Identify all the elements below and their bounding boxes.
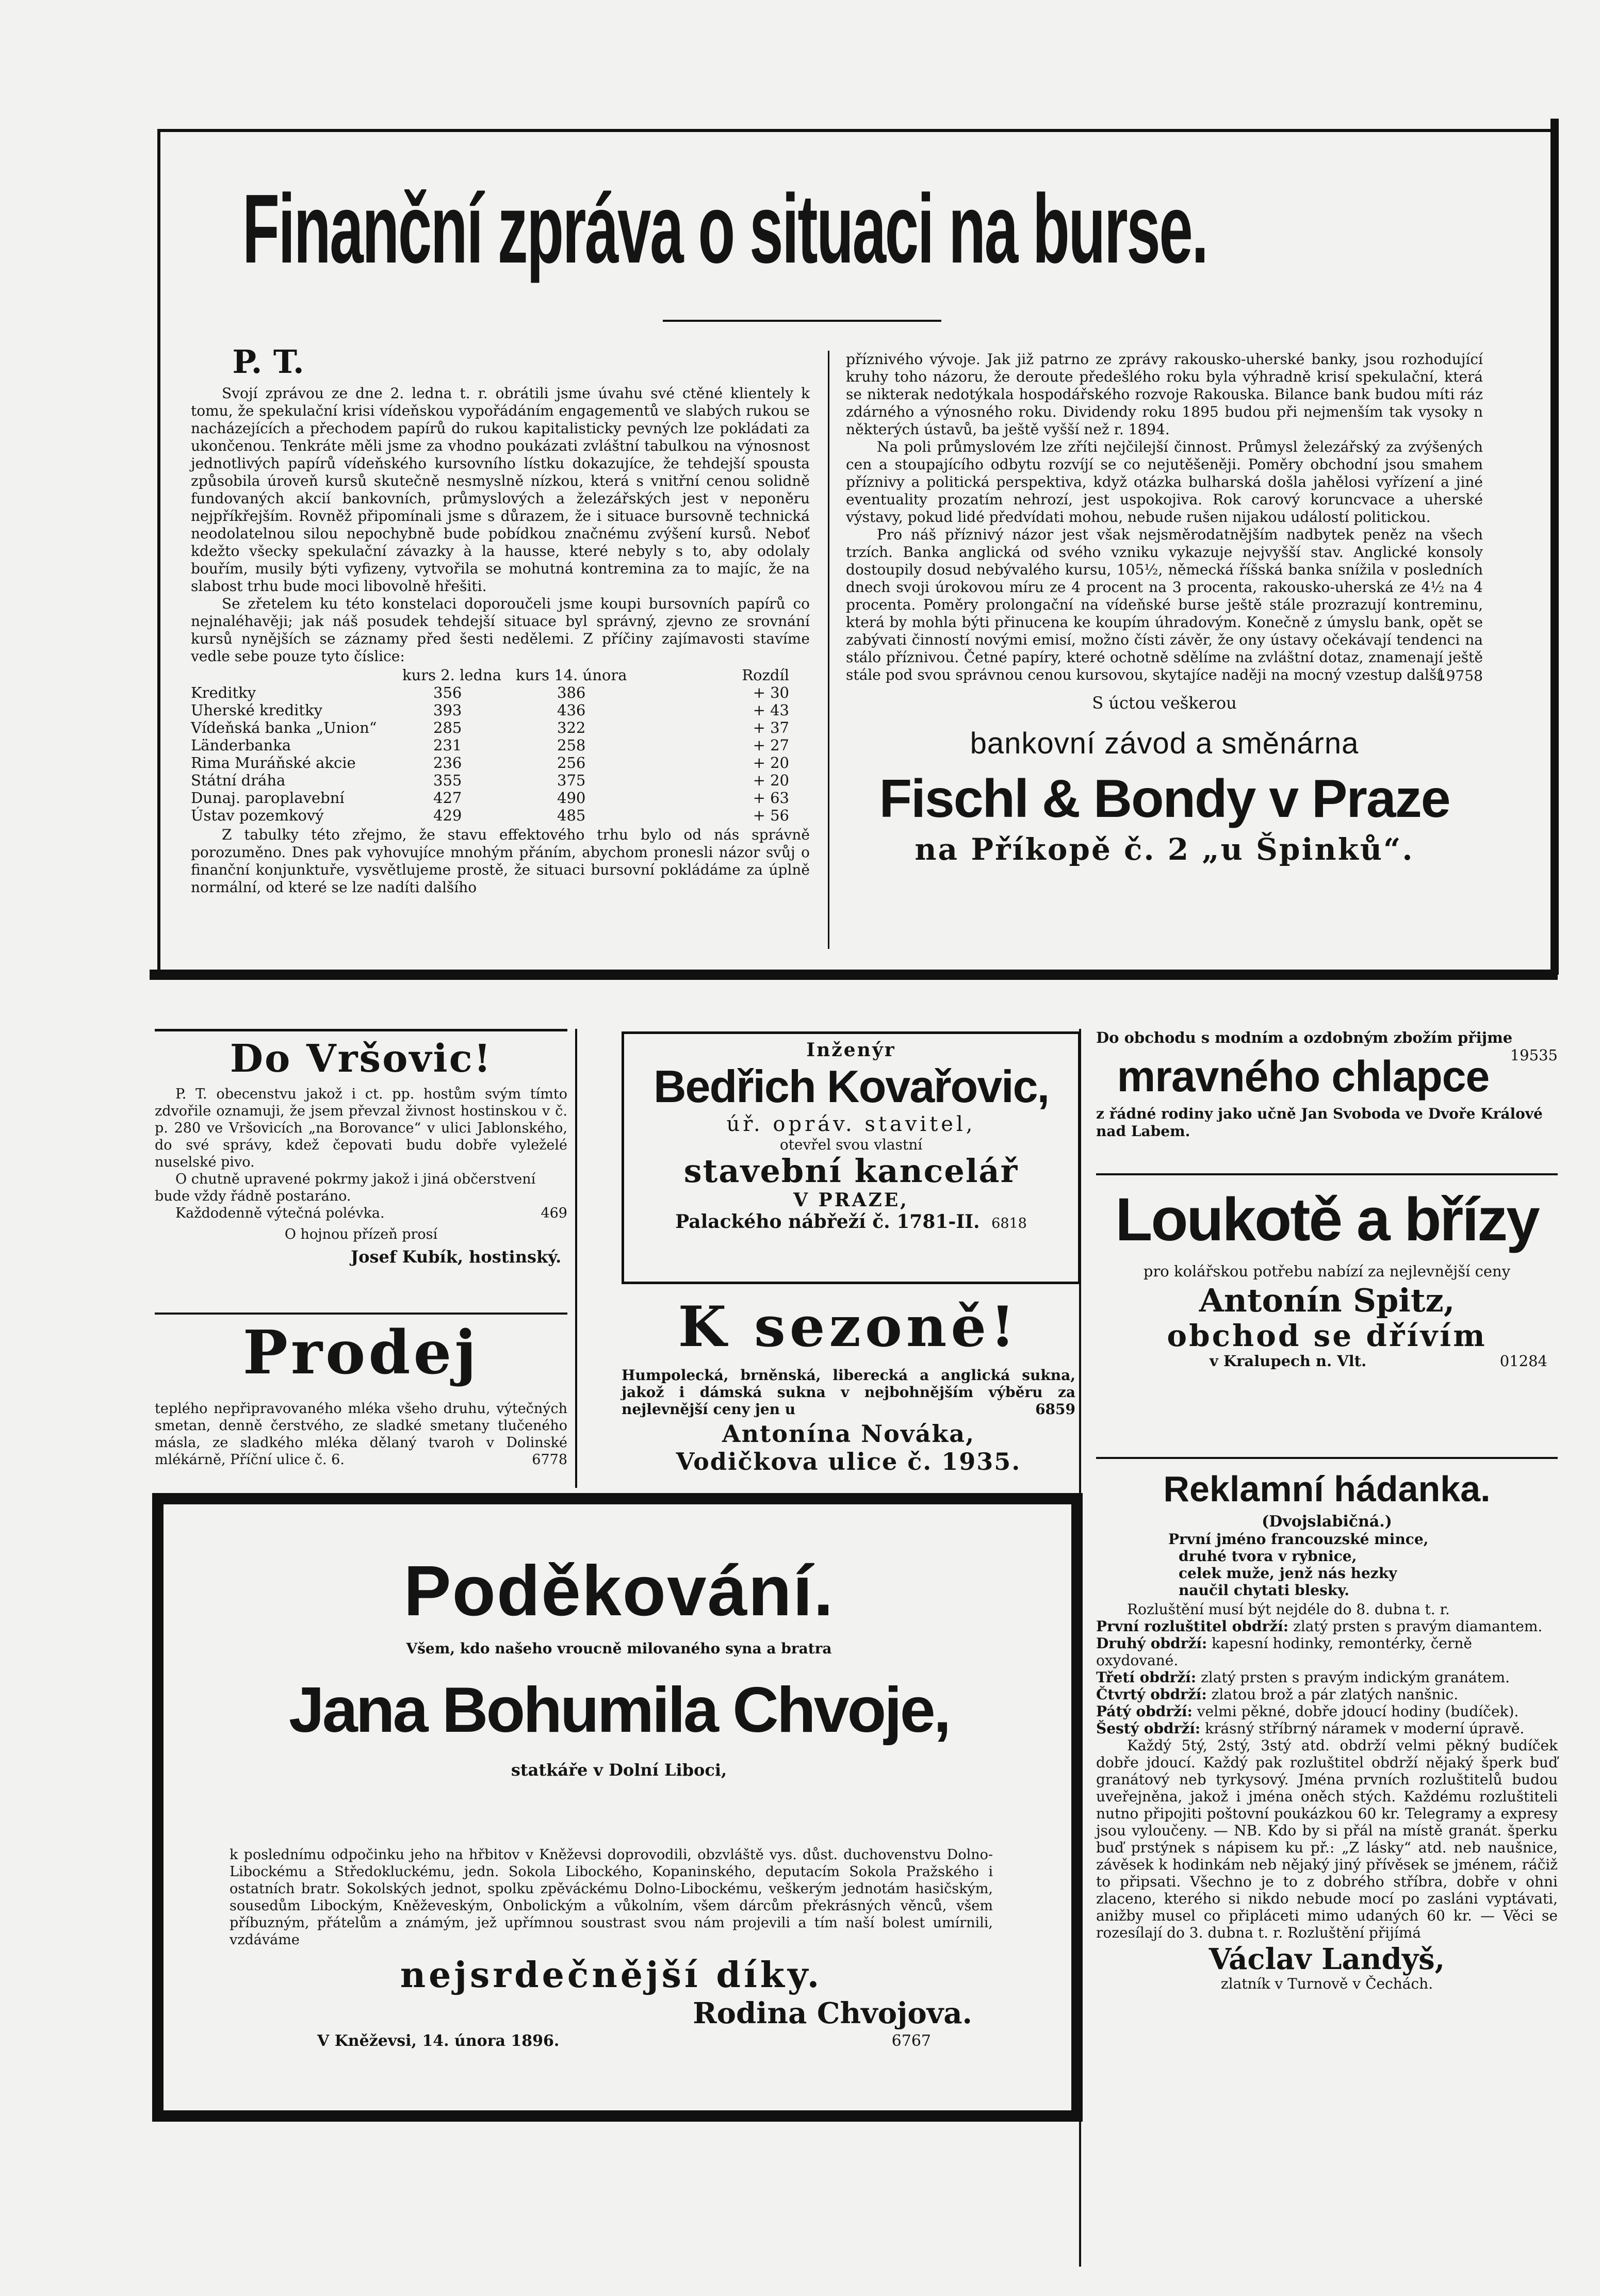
finance-table-row [191, 772, 810, 789]
table-cell-diff: + 20 [753, 754, 789, 772]
finance-paragraph-1: Svojí zprávou ze dne 2. ledna t. r. obrátili jsme úvahu své ctěné klientely k tomu, že spekulační krisi vídeňskou vypořádáním engagementů ve slabých rukou se nacházejících a přechodem papírů do rukou kapitalisticky pevných lze pokládati za ukončenou. Tenkráte měli jsme za vhodno poukázati zvláštní tabulkou na výnosnost jednotlivých papírů vídeňského kursovního lístku dokazujíce, že tehdejší spousta způsobila úroveň kursů skutečně nesmyslně nízkou, která s vnitřní cenou solidně fundovaných akcií bankovních, průmyslových a železářských jest v neponěru nejpříkřejším. Rovněž připomínali jsme s důrazem, že i situace bursovně technická neodolatelnou silou nepochybně bude pobídkou značnému zvýšení kursů. Neboť kdežto všecky spekulační závazky à la hausse, které nebyly s to, aby odolaly bouřím, musily býti vyfizeny, vytvořila se mohutná kontremina za to majíc, že na slabost trhu bude moci libovolně hřešiti. [191, 385, 810, 595]
loukote-ad [1096, 1181, 1558, 1370]
chlapec-bottom-rule [1096, 1173, 1558, 1175]
hadanka-verse-line: druhé tvora v rybnice, [1179, 1548, 1357, 1565]
finance-firm-line: bankovní závod a směnárna [970, 727, 1359, 760]
finance-table-row [191, 807, 810, 824]
loukote-bottom-rule [1096, 1457, 1558, 1459]
table-cell: 285 [433, 719, 462, 736]
finance-ad-number: 19758 [1436, 667, 1483, 684]
sezone-name: Antonína Nováka, [722, 1420, 975, 1448]
finance-frame-shadow-bottom [150, 970, 1558, 980]
podekovani-intro: Všem, kdo našeho vroucně milovaného syna a bratra [406, 1640, 832, 1657]
table-cell-name: Uherské kreditky [191, 701, 323, 719]
prize-label: Čtvrtý obdrží: [1096, 1686, 1207, 1703]
hadanka-rules: Každý 5tý, 2stý, 3stý atd. obdrží velmi pěkný budíček dobře jdoucí. Každý pak rozluštitel obdrží nějaký šperk buď granátový neb tyrkysový. Jména prvních rozluštitelů budou uveřejněna, jakož i jména oněch stých. Každému rozluštiteli nutno připojiti poštovní poukázkou 60 kr. Telegramy a expresy jsou vyloučeny. — NB. Kdo by si přál na místě granát. šperku buď prstýnek s nápisem ku př.: „Z lásky“ atd. neb naušnice, závěsek k hodinkám neb nějaký jiný přívěsek se jménem, ráčiž to připsati. Všechno je to z dobrého stříbra, dobře v ohni zlaceno, kterého si nikdo nebude mocí po zasláni vyptávati, anižby musel co připláceti mimo udaných 60 kr. — Věci se rozesílají do 3. dubna t. r. Rozluštění přijímá [1096, 1737, 1558, 1941]
prize-label: Pátý obdrží: [1096, 1703, 1193, 1720]
kovarovic-opened: otevřel svou vlastní [779, 1136, 923, 1153]
finance-col-header: kurs 2. ledna [402, 666, 502, 684]
podekovani-text: k poslednímu odpočinku jeho na hřbitov v Kněževsi doprovodili, obzvláště vys. důst. duchovenstvu Dolno-Libockému a Středokluckému, jedn. Sokola Libockého, Kopaninského, deputacím Sokola Pražského i ostatních bratr. Sokolských jednot, spolku zpěváckému Dolno-Libockému, veškerým jednotám hasičským, sousedům Libockým, Kněževeským, Onbolickým a vůkolním, všem dárcům překrásných věnců, všem příbuzným, přátelům a známým, jež upřímnou soustrast svou nám projevili a tím naší bolest umírnili, vzdáváme [230, 1847, 993, 1948]
prize-value: krásný stříbrný náramek v moderní úpravě. [1205, 1720, 1525, 1737]
vrsovice-title: Do Vršovic! [230, 1037, 493, 1081]
podekovani-body [230, 1846, 993, 2050]
chlapec-title: mravného chlapce [1117, 1052, 1490, 1101]
prize-label: První rozluštitel obdrží: [1096, 1618, 1289, 1635]
table-cell: 356 [433, 684, 462, 701]
hadanka-prize [1096, 1686, 1558, 1703]
podekovani-footer [230, 2032, 993, 2050]
table-cell: 436 [557, 701, 586, 719]
finance-firm-address: na Příkopě č. 2 „u Špinků“. [915, 832, 1414, 867]
prize-label: Třetí obdrží: [1096, 1669, 1197, 1686]
vrsovice-top-rule [155, 1029, 567, 1031]
table-cell: 258 [557, 736, 586, 754]
kovarovic-city: V PRAZE, [793, 1189, 909, 1211]
prodej-title: Prodej [242, 1318, 480, 1388]
vrsovice-signature: Josef Kubík, hostinský. [351, 1247, 562, 1267]
finance-paragraph-3: Z tabulky této zřejmo, že stavu effektového trhu bylo od nás správně porozuměno. Dnes pak vyhovujíce mnohým přáním, abychom pronesli názor svůj o finanční konjunktuře, vysvětlujeme prostě, že situaci bursovní pokládáme za úplně normální, od které se lze nadíti dalšího [191, 826, 810, 896]
finance-table-row [191, 789, 810, 807]
vrsovice-body [155, 1086, 567, 1267]
kovarovic-ad-number: 6818 [991, 1216, 1027, 1232]
finance-table-row [191, 684, 810, 701]
table-cell-diff: + 20 [753, 772, 789, 789]
table-cell: 427 [433, 789, 462, 807]
finance-paragraph-4: příznivého vývoje. Jak již patrno ze zprávy rakousko-uherské banky, jsou rozhodující kruhy toho názoru, že deroute předešlého roku byla výhradně krisí spekulační, která se nikterak nedotýkala hospodářského rozvoje Rakouska. Bilance bank budou míti ráz zdárného a výnosného roku. Dividendy roku 1895 budou při nejmenším tak vysoky n některých ústavů, ba ještě vyšší než r. 1894. [846, 351, 1483, 438]
hadanka-verse-line: První jméno francouzské mince, [1168, 1531, 1429, 1548]
table-cell: 393 [433, 701, 462, 719]
finance-table-header [191, 666, 810, 684]
kovarovic-office: stavební kancelář [683, 1152, 1019, 1190]
hadanka-title: Reklamní hádanka. [1163, 1469, 1491, 1509]
hadanka-signature-2: zlatník v Turnově v Čechách. [1220, 1975, 1433, 1992]
chlapec-intro-text: Do obchodu s modním a ozdobným zbožím přijme [1096, 1029, 1513, 1046]
table-cell-name: Kreditky [191, 684, 256, 701]
prodej-description: teplého nepřipravovaného mléka všeho druhu, výtečných smetan, denně čerstvého, ze sladké smetany tlučeného másla, ze sladkého mléka dělaný tvaroh v Dolinské mlékárně, Příční ulice č. 6. [155, 1401, 567, 1468]
kovarovic-ad [624, 1039, 1078, 1233]
hadanka-prize [1096, 1635, 1558, 1669]
column-divider-left [575, 1029, 577, 1488]
hadanka-prize [1096, 1618, 1558, 1635]
prize-value: velmi pěkné, dobře jdoucí hodiny (budíček). [1197, 1703, 1519, 1720]
sezone-body [622, 1367, 1075, 1475]
finance-salutation: P. T. [232, 343, 304, 381]
finance-right-column [846, 351, 1483, 867]
finance-table-row [191, 754, 810, 772]
prize-label: Šestý obdrží: [1096, 1720, 1201, 1737]
kovarovic-address-line [624, 1211, 1078, 1233]
table-cell: 236 [433, 754, 462, 772]
loukote-text: pro kolářskou potřebu nabízí za nejlevnější ceny [1143, 1262, 1511, 1280]
finance-paragraph-5: Na poli průmyslovém lze zříti nejčilejší činnost. Průmysl železářský za zvýšených cen a stoupajícího odbytu rozvíjí se co nejutěšeněji. Poměry obchodní jsou smahem příznivy a politická perspektiva, když otázka bulharská došla jahělosi vyřízení a jiné eventuality prozatím nehrozí, jest uspokojiva. Rok carový koruncvace a uherské výstavy, pokud lidé předvídati mohou, nebude rušen nijakou událostí politickou. [846, 438, 1483, 526]
chlapec-ad [1096, 1029, 1558, 1140]
podekovani-ad-number: 6767 [891, 2032, 931, 2050]
table-cell-name: Länderbanka [191, 736, 291, 754]
table-cell-name: Dunaj. paroplavební [191, 789, 345, 807]
kovarovic-address: Palackého nábřeží č. 1781-II. [675, 1211, 980, 1233]
chlapec-employer: Jan Svoboda ve Dvoře Králové nad Labem. [1096, 1105, 1543, 1140]
vrsovice-text: P. T. obecenstvu jakož i ct. pp. hostům svým tímto zdvořile oznamuji, že jsem převzal živnost hostinskou v č. p. 280 ve Vršovicích „na Borovance“ v ulici Jablonského, do své správy, kdež čepovati budu dobře vyleželé nuselské pivo. [155, 1086, 567, 1170]
prodej-body [155, 1400, 567, 1468]
kovarovic-title: úř. opráv. stavitel, [726, 1112, 976, 1136]
prize-value: zlatý prsten s pravým indickým granátem. [1201, 1669, 1510, 1686]
vrsovice-text-2: O chutně upravené pokrmy jakož i jiná občerstvení bude vždy řádně postaráno. [155, 1171, 536, 1204]
table-cell: 429 [433, 807, 462, 824]
finance-column-divider [828, 351, 829, 949]
hadanka-prize [1096, 1720, 1558, 1737]
loukote-place-line [1096, 1352, 1558, 1370]
finance-table [191, 666, 810, 824]
vrsovice-bottom-rule [155, 1313, 567, 1315]
sezone-text [622, 1367, 1075, 1418]
finance-title-divider [663, 320, 941, 322]
table-cell-diff: + 37 [753, 719, 789, 736]
podekovani-family: Rodina Chvojova. [693, 1996, 972, 2030]
podekovani-title: Poděkování. [403, 1551, 835, 1631]
table-cell-name: Ústav pozemkový [191, 807, 324, 824]
table-cell-name: Rima Muráňské akcie [191, 754, 356, 772]
vrsovice-soup: Každodenně výtečná polévka. [175, 1205, 385, 1221]
table-cell-diff: + 43 [753, 701, 789, 719]
finance-table-row [191, 701, 810, 719]
sezone-title: K sezoně! [678, 1294, 1019, 1359]
table-cell-name: Vídeňská banka „Union“ [191, 719, 377, 736]
table-cell: 375 [557, 772, 586, 789]
finance-table-row [191, 736, 810, 754]
finance-paragraph-2: Se zřetelem ku této konstelaci doporoučeli jsme koupi bursovních papírů co nejnaléhavěji; jak náš posudek tehdejší situace byl správný, zjevno ze srovnání kursů nynějších se záznamy před šesti nedělemi. Z příčiny zajímavosti stavíme vedle sebe pouze tyto číslice: [191, 595, 810, 665]
table-cell-diff: + 30 [753, 684, 789, 701]
vrsovice-text-3 [155, 1205, 567, 1222]
kovarovic-name: Bedřich Kovařovic, [653, 1061, 1049, 1112]
table-cell: 386 [557, 684, 586, 701]
chlapec-intro [1096, 1029, 1558, 1064]
table-cell: 485 [557, 807, 586, 824]
loukote-shop: obchod se dřívím [1167, 1318, 1487, 1353]
finance-firm-name: Fischl & Bondy v Praze [879, 769, 1450, 829]
hadanka-verse-line: naučil chytati blesky. [1179, 1582, 1349, 1599]
podekovani-thanks: nejsrdečnější díky. [400, 1955, 823, 1996]
sezone-ad-number: 6859 [1035, 1401, 1075, 1418]
chlapec-ad-number: 19535 [1510, 1046, 1558, 1064]
hadanka-prizes [1096, 1618, 1558, 1737]
finance-col-header: kurs 14. února [516, 666, 627, 684]
table-cell: 355 [433, 772, 462, 789]
hadanka-verse [1096, 1531, 1558, 1599]
vrsovice-ad-number: 469 [541, 1205, 567, 1221]
finance-closing: S úctou veškerou [1092, 693, 1237, 713]
table-cell-diff: + 27 [753, 736, 789, 754]
prize-value: kapesní hodinky, remontérky, černě oxydované. [1096, 1635, 1472, 1669]
hadanka-prize [1096, 1703, 1558, 1720]
hadanka-verse-line: celek muže, jenž nás hezky [1179, 1565, 1397, 1582]
finance-title: Finanční zpráva o situaci na burse. [242, 174, 1207, 284]
chlapec-text [1096, 1105, 1558, 1140]
finance-table-row [191, 719, 810, 736]
loukote-ad-number: 01284 [1499, 1352, 1547, 1370]
podekovani-role: statkáře v Dolní Liboci, [511, 1760, 727, 1780]
loukote-title: Loukotě a břízy [1115, 1186, 1539, 1254]
loukote-place: v Kralupech n. Vlt. [1210, 1352, 1367, 1370]
finance-frame-shadow-right [1550, 119, 1559, 975]
table-cell: 490 [557, 789, 586, 807]
podekovani-name: Jana Bohumila Chvoje, [288, 1675, 950, 1746]
hadanka-subtitle: (Dvojslabičná.) [1262, 1513, 1392, 1531]
sezone-address: Vodičkova ulice č. 1935. [676, 1448, 1021, 1475]
prodej-text [155, 1400, 567, 1468]
chlapec-text-part: z řádné rodiny jako učně [1096, 1105, 1296, 1122]
table-cell: 256 [557, 754, 586, 772]
finance-paragraph-6: Pro náš příznivý názor jest však nejsměrodatnějším nadbytek peněz na všech trzích. Banka anglická od svého vzniku vykazuje nejvyšší stav. Anglické konsoly dostoupily dosud nebývalého kursu, 105½, německá říšská banka snížila v posledních dnech svoji úrokovou míru ze 4 procent na 3 procenta, rakousko-uherská ze 4½ na 4 procenta. Poměry prolongační na vídeňské burse ještě stále prozrazují kontreminu, která by mohla býti přinucena ke koupím úhradovým. Konečně z úmyslu bank, opět se zabývati činností novými emisí, možno čísti závěr, že ony ústavy očekávají tendenci na stálo příznivou. Četné papíry, které ochotně sdělíme na zvláštní dotaz, znamenají ještě stále pod svou správnou cenou kursovou, skytajíce naději na mocný vzestup další. [846, 526, 1483, 683]
hadanka-ad [1096, 1467, 1558, 1992]
prize-value: zlatý prsten s pravým diamantem. [1293, 1618, 1543, 1635]
prodej-ad-number: 6778 [532, 1452, 567, 1468]
prize-value: zlatou brož a pár zlatých nanšnic. [1211, 1686, 1459, 1703]
table-cell-name: Státní dráha [191, 772, 286, 789]
finance-col-header: Rozdíl [742, 666, 789, 684]
podekovani-ad [178, 1552, 1060, 1780]
sezone-description: Humpolecká, brněnská, liberecká a anglická sukna, jakož i dámská sukna v nejbohnějším výběru za nejlevnější ceny jen u [622, 1367, 1075, 1418]
prize-label: Druhý obdrží: [1096, 1635, 1207, 1652]
table-cell: 231 [433, 736, 462, 754]
kovarovic-pre: Inženýr [806, 1039, 896, 1061]
table-cell-diff: + 63 [753, 789, 789, 807]
hadanka-deadline: Rozluštění musí být nejdéle do 8. dubna t. r. [1127, 1601, 1450, 1618]
hadanka-prize [1096, 1669, 1558, 1686]
finance-left-column [191, 343, 810, 896]
vrsovice-plea: O hojnou přízeň prosí [284, 1226, 438, 1242]
table-cell: 322 [557, 719, 586, 736]
hadanka-signature: Václav Landyš, [1209, 1942, 1445, 1976]
podekovani-place: V Kněževsi, 14. února 1896. [317, 2032, 560, 2050]
loukote-name: Antonín Spitz, [1199, 1282, 1455, 1319]
table-cell-diff: + 56 [753, 807, 789, 824]
